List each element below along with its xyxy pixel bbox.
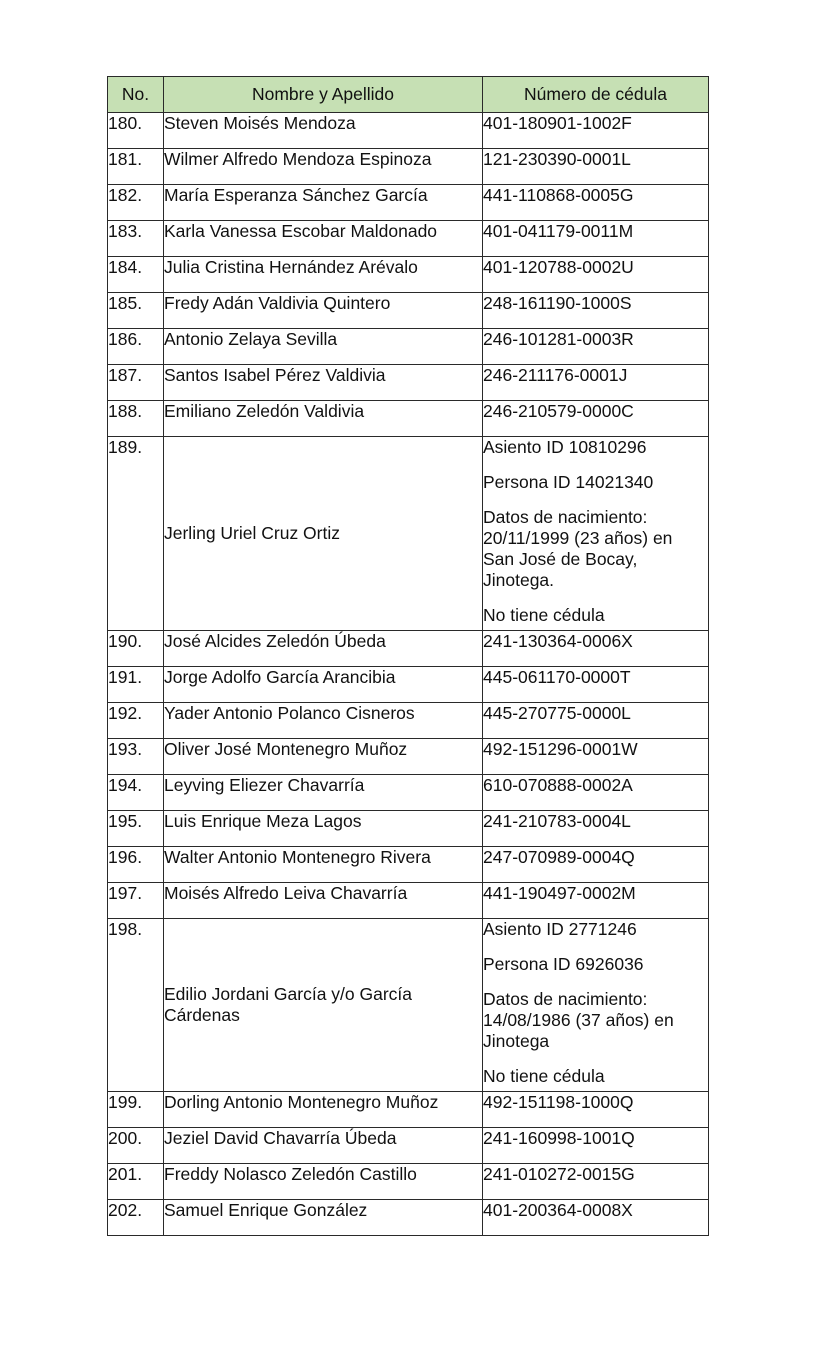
table-row: [108, 883, 709, 919]
table-row: [108, 365, 709, 401]
row-cedula: 445-061170-0000T: [483, 667, 709, 703]
row-cedula: 492-151198-1000Q: [483, 1092, 709, 1128]
row-name: José Alcides Zeledón Úbeda: [164, 631, 483, 667]
row-name: Santos Isabel Pérez Valdivia: [164, 365, 483, 401]
table-row: [108, 113, 709, 149]
row-number: 193.: [108, 739, 164, 775]
table-row: [108, 847, 709, 883]
row-number: 194.: [108, 775, 164, 811]
row-name: Emiliano Zeledón Valdivia: [164, 401, 483, 437]
row-name: Jeziel David Chavarría Úbeda: [164, 1128, 483, 1164]
header-no: No.: [108, 77, 164, 113]
row-number: 198.: [108, 919, 164, 1092]
row-number: 189.: [108, 437, 164, 631]
row-cedula: 610-070888-0002A: [483, 775, 709, 811]
row-number: 181.: [108, 149, 164, 185]
row-number: 185.: [108, 293, 164, 329]
row-cedula: 492-151296-0001W: [483, 739, 709, 775]
header-cedula: Número de cédula: [483, 77, 709, 113]
cedula-detail-line: No tiene cédula: [483, 1066, 605, 1086]
row-number: 191.: [108, 667, 164, 703]
row-name: Freddy Nolasco Zeledón Castillo: [164, 1164, 483, 1200]
cedula-detail-line: Datos de nacimiento: 14/08/1986 (37 años) en Jinotega: [483, 989, 674, 1051]
row-name: Steven Moisés Mendoza: [164, 113, 483, 149]
row-cedula: 401-200364-0008X: [483, 1200, 709, 1236]
row-cedula: 241-010272-0015G: [483, 1164, 709, 1200]
row-number: 187.: [108, 365, 164, 401]
cedula-detail-line: Datos de nacimiento: 20/11/1999 (23 años) en San José de Bocay, Jinotega.: [483, 507, 673, 590]
row-name: Oliver José Montenegro Muñoz: [164, 739, 483, 775]
table-row: [108, 631, 709, 667]
row-number: 182.: [108, 185, 164, 221]
row-cedula: 441-110868-0005G: [483, 185, 709, 221]
row-cedula: 241-130364-0006X: [483, 631, 709, 667]
row-cedula: 247-070989-0004Q: [483, 847, 709, 883]
table-row: [108, 221, 709, 257]
row-number: 180.: [108, 113, 164, 149]
row-cedula: 248-161190-1000S: [483, 293, 709, 329]
row-cedula: 401-041179-0011M: [483, 221, 709, 257]
table-row: [108, 293, 709, 329]
cedula-detail-line: No tiene cédula: [483, 605, 605, 625]
row-number: 196.: [108, 847, 164, 883]
row-name: Julia Cristina Hernández Arévalo: [164, 257, 483, 293]
table-row: [108, 775, 709, 811]
table-row: [108, 1128, 709, 1164]
row-number: 197.: [108, 883, 164, 919]
table-row: [108, 919, 709, 1092]
row-name: Jorge Adolfo García Arancibia: [164, 667, 483, 703]
row-cedula: 445-270775-0000L: [483, 703, 709, 739]
row-name: Fredy Adán Valdivia Quintero: [164, 293, 483, 329]
row-number: 188.: [108, 401, 164, 437]
row-cedula: 121-230390-0001L: [483, 149, 709, 185]
row-cedula: 441-190497-0002M: [483, 883, 709, 919]
row-cedula: 401-120788-0002U: [483, 257, 709, 293]
row-cedula: 246-211176-0001J: [483, 365, 709, 401]
table-row: [108, 739, 709, 775]
table-row: [108, 1164, 709, 1200]
row-number: 195.: [108, 811, 164, 847]
row-cedula: [483, 919, 709, 1092]
row-number: 199.: [108, 1092, 164, 1128]
row-number: 190.: [108, 631, 164, 667]
row-name: Moisés Alfredo Leiva Chavarría: [164, 883, 483, 919]
row-name: Samuel Enrique González: [164, 1200, 483, 1236]
table-row: [108, 811, 709, 847]
table-row: [108, 257, 709, 293]
row-number: 201.: [108, 1164, 164, 1200]
table-row: [108, 703, 709, 739]
cedula-detail-line: Persona ID 14021340: [483, 472, 654, 492]
cedula-detail-line: Asiento ID 10810296: [483, 437, 647, 457]
table-row: [108, 185, 709, 221]
cedula-detail-line: Asiento ID 2771246: [483, 919, 637, 939]
row-number: 200.: [108, 1128, 164, 1164]
row-name: Yader Antonio Polanco Cisneros: [164, 703, 483, 739]
table-body: [108, 113, 709, 1236]
table-row: [108, 437, 709, 631]
row-number: 184.: [108, 257, 164, 293]
row-cedula: 241-160998-1001Q: [483, 1128, 709, 1164]
header-row: [108, 77, 709, 113]
row-number: 192.: [108, 703, 164, 739]
row-name: Wilmer Alfredo Mendoza Espinoza: [164, 149, 483, 185]
row-cedula: 246-210579-0000C: [483, 401, 709, 437]
table-header: [108, 77, 709, 113]
row-name: Edilio Jordani García y/o García Cárdenas: [164, 919, 483, 1092]
row-number: 183.: [108, 221, 164, 257]
row-name: Antonio Zelaya Sevilla: [164, 329, 483, 365]
row-name: María Esperanza Sánchez García: [164, 185, 483, 221]
row-name: Walter Antonio Montenegro Rivera: [164, 847, 483, 883]
row-name: Luis Enrique Meza Lagos: [164, 811, 483, 847]
table-row: [108, 1092, 709, 1128]
row-number: 202.: [108, 1200, 164, 1236]
table-row: [108, 149, 709, 185]
row-cedula: 246-101281-0003R: [483, 329, 709, 365]
row-name: Leyving Eliezer Chavarría: [164, 775, 483, 811]
row-name: Karla Vanessa Escobar Maldonado: [164, 221, 483, 257]
header-name: Nombre y Apellido: [164, 77, 483, 113]
row-name: Jerling Uriel Cruz Ortiz: [164, 437, 483, 631]
row-cedula: [483, 437, 709, 631]
table-row: [108, 667, 709, 703]
table-row: [108, 401, 709, 437]
table-row: [108, 1200, 709, 1236]
row-cedula: 401-180901-1002F: [483, 113, 709, 149]
cedula-detail-line: Persona ID 6926036: [483, 954, 644, 974]
row-name: Dorling Antonio Montenegro Muñoz: [164, 1092, 483, 1128]
row-number: 186.: [108, 329, 164, 365]
row-cedula: 241-210783-0004L: [483, 811, 709, 847]
roster-table: [107, 76, 709, 1236]
table-row: [108, 329, 709, 365]
